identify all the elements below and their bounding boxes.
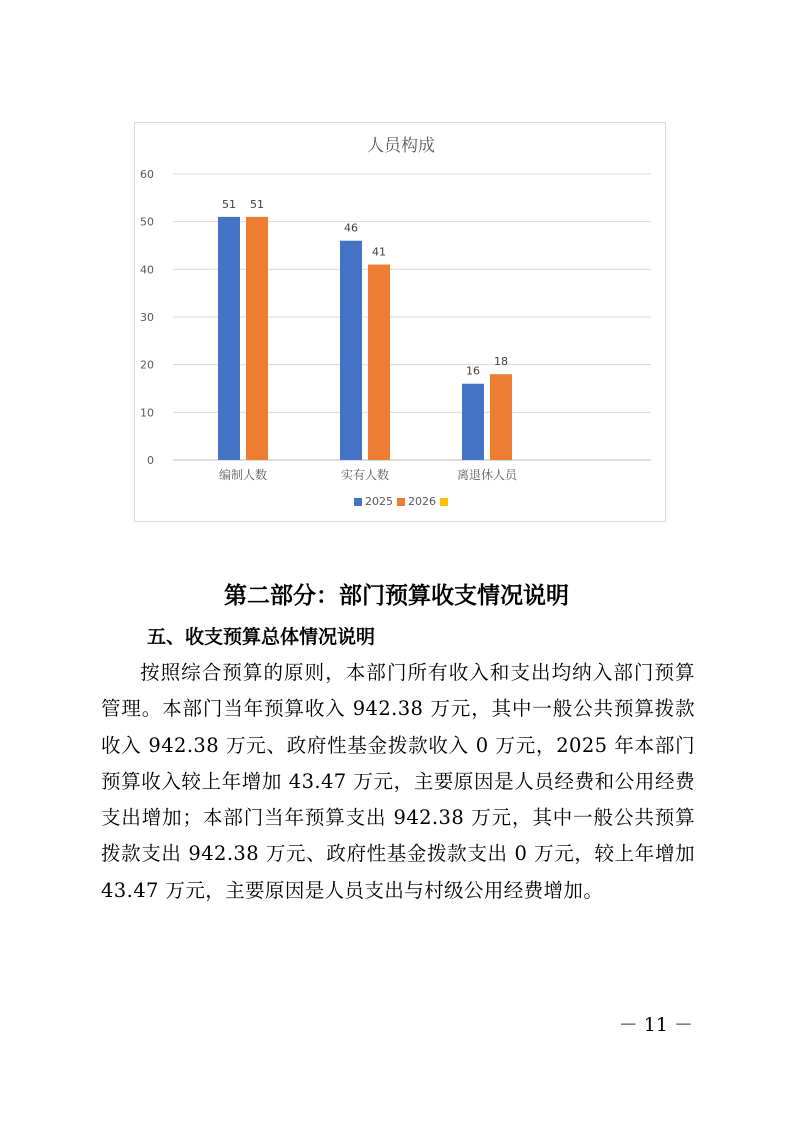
legend-item (397, 495, 436, 508)
bar (490, 374, 512, 460)
y-tick-label: 40 (140, 263, 154, 277)
data-label: 41 (372, 245, 386, 259)
legend-item (354, 495, 393, 508)
legend-item (440, 495, 448, 508)
data-label: 18 (494, 355, 508, 369)
chart-title: 人员构成 (367, 136, 435, 156)
legend-swatch (440, 498, 448, 506)
data-label: 46 (344, 221, 358, 235)
legend-swatch (354, 498, 362, 506)
data-label: 16 (466, 364, 480, 378)
bar (218, 217, 240, 460)
subsection-heading: 五、收支预算总体情况说明 (147, 626, 376, 648)
y-tick-label: 50 (140, 215, 154, 229)
x-category-label: 离退休人员 (456, 468, 518, 482)
bar (340, 241, 362, 460)
legend-swatch (397, 498, 405, 506)
chart-canvas (135, 123, 667, 523)
bar (368, 265, 390, 460)
section-heading: 第二部分：部门预算收支情况说明 (224, 582, 569, 609)
y-tick-label: 60 (140, 168, 154, 181)
page-number: － 11 － (618, 1014, 693, 1036)
x-category-label: 编制人数 (218, 468, 268, 482)
y-tick-label: 20 (140, 358, 154, 372)
body-paragraph: 按照综合预算的原则，本部门所有收入和支出均纳入部门预算管理。本部门当年预算收入 942.38 万元，其中一般公共预算拨款收入 942.38 万元、政府性基金拨款收入 0 万元，2025 年本部门预算收入较上年增加 43.47 万元，主要原因是人员经费和公用经费支出增加；本部门当年预算支出 942.38 万元，其中一般公共预算拨款支出 942.38 万元、政府性基金拨款支出 0 万元，较上年增加 43.47 万元，主要原因是人员支出与村级公用经费增加。 (101, 661, 695, 902)
data-label: 51 (250, 197, 264, 211)
y-tick-label: 30 (140, 311, 154, 324)
legend-label: 2025 (365, 495, 393, 508)
chart-legend (135, 495, 667, 508)
y-tick-label: 10 (140, 406, 154, 420)
bar (462, 384, 484, 460)
legend-label: 2026 (408, 495, 436, 508)
y-tick-label: 0 (147, 454, 154, 467)
x-category-label: 实有人数 (340, 468, 390, 482)
bar (246, 217, 268, 460)
data-label: 51 (222, 197, 236, 211)
bar-chart (134, 122, 666, 522)
